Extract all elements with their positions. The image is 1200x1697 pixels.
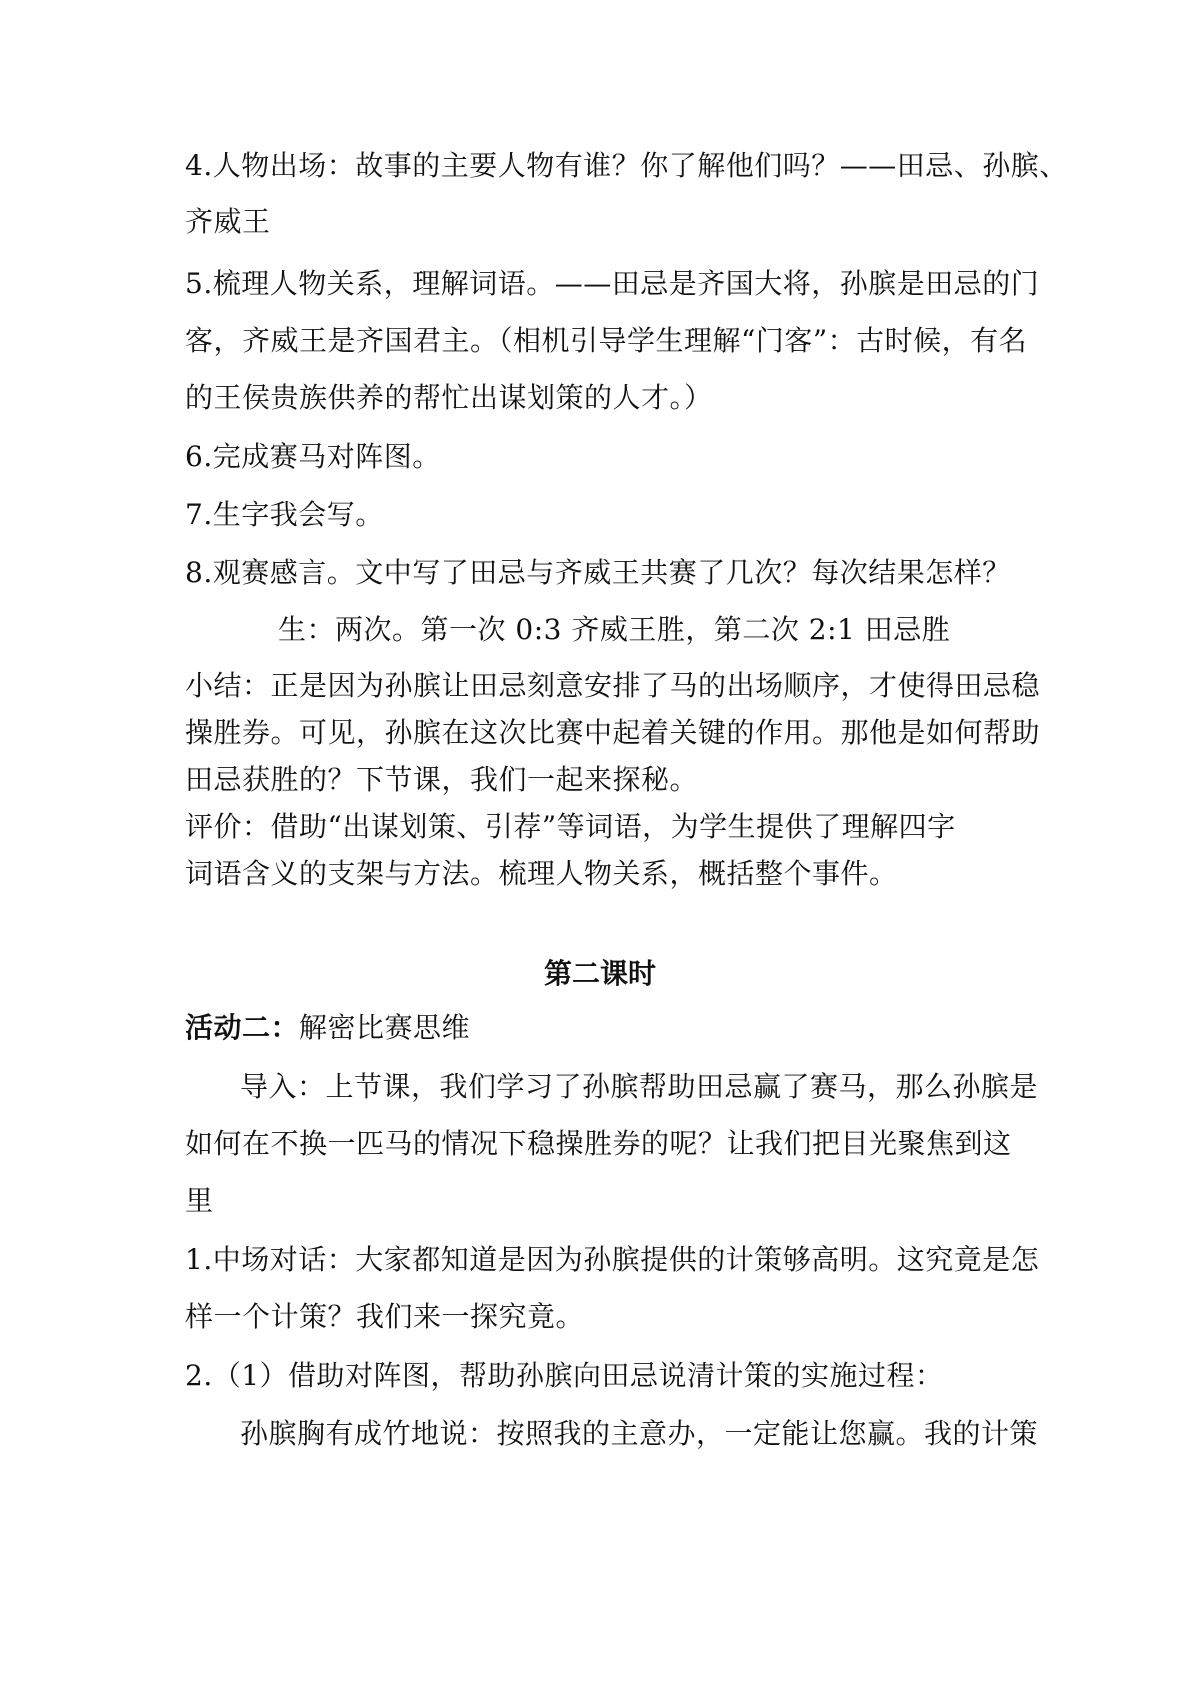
activity-label: 活动二： — [185, 1011, 300, 1044]
intro-line-3: 里 — [185, 1184, 214, 1217]
item-6: 6.完成赛马对阵图。 — [185, 440, 441, 473]
intro-line-1: 导入：上节课，我们学习了孙膑帮助田忌赢了赛马，那么孙膑是 — [240, 1070, 1039, 1103]
item-4-line-1: 4.人物出场：故事的主要人物有谁？你了解他们吗？——田忌、孙膑、 — [185, 149, 1068, 182]
item-1-line-1: 1.中场对话：大家都知道是因为孙膑提供的计策够高明。这究竟是怎 — [185, 1243, 1040, 1276]
item-7: 7.生字我会写。 — [185, 498, 384, 531]
summary-line-2: 操胜券。可见，孙膑在这次比赛中起着关键的作用。那他是如何帮助 — [185, 716, 1041, 749]
quote-line-1: 孙膑胸有成竹地说：按照我的主意办，一定能让您赢。我的计策 — [240, 1417, 1039, 1450]
activity-heading — [185, 1010, 470, 1046]
summary-line-3: 田忌获胜的？下节课，我们一起来探秘。 — [185, 763, 699, 796]
item-5-line-2: 客，齐威王是齐国君主。（相机引导学生理解“门客”：古时候，有名 — [185, 324, 1028, 357]
item-8: 8.观赛感言。文中写了田忌与齐威王共赛了几次？每次结果怎样？ — [185, 556, 1011, 589]
evaluation-line-1: 评价：借助“出谋划策、引荐”等词语，为学生提供了理解四字 — [185, 810, 956, 843]
item-2-line-1: 2.（1）借助对阵图，帮助孙膑向田忌说清计策的实施过程： — [185, 1359, 944, 1392]
evaluation-line-2: 词语含义的支架与方法。梳理人物关系，概括整个事件。 — [185, 857, 898, 890]
activity-title: 解密比赛思维 — [299, 1011, 471, 1044]
intro-line-2: 如何在不换一匹马的情况下稳操胜券的呢？让我们把目光聚焦到这 — [185, 1127, 1012, 1160]
item-5-line-1: 5.梳理人物关系，理解词语。——田忌是齐国大将，孙膑是田忌的门 — [185, 267, 1040, 300]
item-4-line-2: 齐威王 — [185, 205, 271, 238]
lesson-title: 第二课时 — [543, 957, 656, 990]
item-5-line-3: 的王侯贵族供养的帮忙出谋划策的人才。） — [185, 381, 713, 414]
summary-line-1: 小结：正是因为孙膑让田忌刻意安排了马的出场顺序，才使得田忌稳 — [185, 669, 1041, 702]
student-answer: 生：两次。第一次 0:3 齐威王胜，第二次 2:1 田忌胜 — [278, 613, 951, 646]
item-1-line-2: 样一个计策？我们来一探究竟。 — [185, 1300, 585, 1333]
